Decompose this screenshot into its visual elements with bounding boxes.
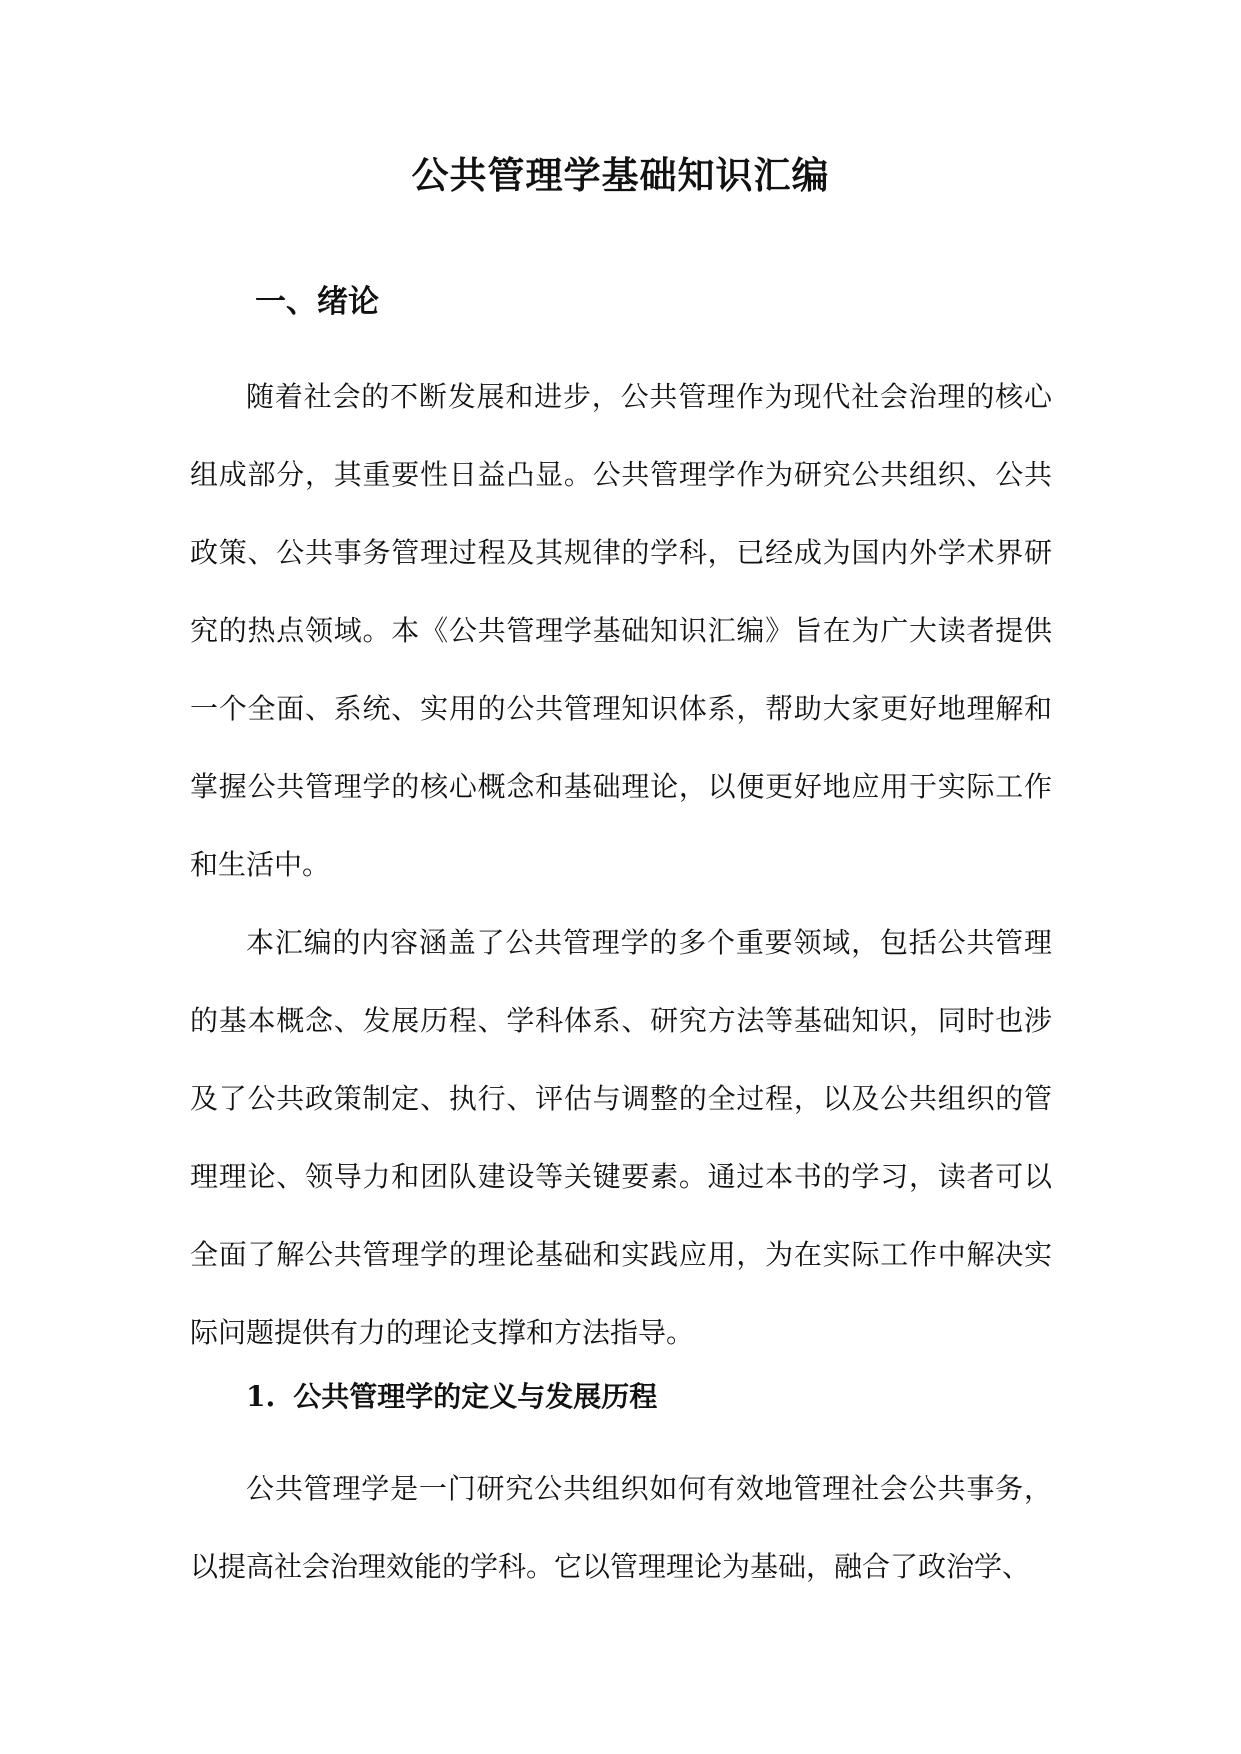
paragraph-definition: 公共管理学是一门研究公共组织如何有效地管理社会公共事务，以提高社会治理效能的学科。它以管理理论为基础，融合了政治学、 (190, 1472, 1052, 1583)
paragraph-intro: 随着社会的不断发展和进步，公共管理作为现代社会治理的核心组成部分，其重要性日益凸显。公共管理学作为研究公共组织、公共政策、公共事务管理过程及其规律的学科，已经成为国内外学术界研究的热点领域。本《公共管理学基础知识汇编》旨在为广大读者提供一个全面、系统、实用的公共管理知识体系，帮助大家更好地理解和掌握公共管理学的核心概念和基础理论，以便更好地应用于实际工作和生活中。 (190, 380, 1052, 881)
subsection-heading (246, 1375, 657, 1419)
subsection-title: 公共管理学的定义与发展历程 (293, 1380, 658, 1413)
document-title: 公共管理学基础知识汇编 (411, 153, 830, 197)
paragraph-scope: 本汇编的内容涵盖了公共管理学的多个重要领域，包括公共管理的基本概念、发展历程、学科体系、研究方法等基础知识，同时也涉及了公共政策制定、执行、评估与调整的全过程，以及公共组织的管理理论、领导力和团队建设等关键要素。通过本书的学习，读者可以全面了解公共管理学的理论基础和实践应用，为在实际工作中解决实际问题提供有力的理论支撑和方法指导。 (190, 926, 1052, 1349)
subsection-number: 1. (246, 1380, 276, 1413)
section-heading: 一、绪论 (255, 284, 379, 320)
